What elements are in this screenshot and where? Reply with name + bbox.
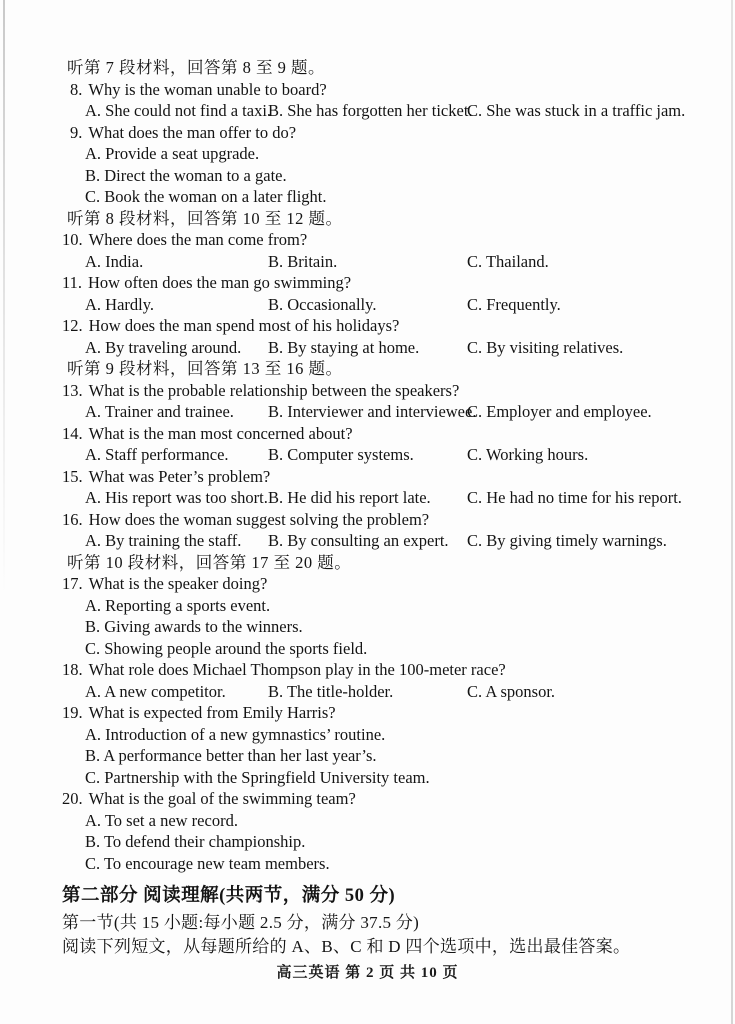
option-c: C. Book the woman on a later flight. — [85, 187, 327, 206]
question-18-options — [85, 681, 709, 703]
question-11 — [62, 272, 709, 294]
option-c: C. Frequently. — [467, 294, 561, 314]
page-footer: 高三英语 第 2 页 共 10 页 — [276, 965, 459, 981]
page-content — [62, 57, 709, 959]
option-b: B. To defend their championship. — [85, 832, 306, 851]
option-c: C. He had no time for his report. — [467, 488, 682, 507]
question-19 — [62, 702, 709, 724]
option-c: C. Showing people around the sports field. — [85, 638, 368, 658]
option-b: B. Occasionally. — [268, 294, 377, 314]
option-c: C. Working hours. — [467, 445, 589, 464]
scan-edge-right — [731, 0, 733, 1024]
listening-instruction-9: 听第 9 段材料，回答第 13 至 16 题。 — [67, 359, 343, 378]
option-a: A. India. — [85, 251, 144, 271]
part2-header — [62, 883, 709, 959]
question-14-options — [85, 444, 709, 466]
question-13-options — [85, 401, 709, 423]
question-text: What is expected from Emily Harris? — [88, 703, 336, 722]
question-number: 12. — [62, 316, 83, 335]
option-a: A. To set a new record. — [85, 810, 238, 830]
option-a: A. His report was too short. — [85, 488, 268, 507]
option-a: A. A new competitor. — [85, 681, 226, 701]
scan-edge-left — [3, 0, 5, 594]
question-number: 18. — [62, 660, 83, 679]
question-text: What is the goal of the swimming team? — [88, 789, 356, 808]
question-text: How does the man spend most of his holidays? — [88, 316, 400, 335]
option-c: C. To encourage new team members. — [85, 853, 330, 873]
option-b: B. Interviewer and interviewee. — [268, 402, 477, 421]
question-16 — [62, 509, 709, 531]
option-c: C. She was stuck in a traffic jam. — [467, 101, 686, 120]
option-c: C. By visiting relatives. — [467, 337, 624, 357]
option-b: B. He did his report late. — [268, 488, 431, 507]
listening-instruction-7: 听第 7 段材料，回答第 8 至 9 题。 — [67, 58, 325, 77]
question-number: 15. — [62, 466, 83, 486]
option-c: C. Thailand. — [467, 251, 549, 271]
option-c: C. A sponsor. — [467, 681, 556, 701]
question-number: 17. — [62, 574, 83, 593]
question-number: 9. — [70, 122, 83, 142]
part2-title: 第二部分 阅读理解(共两节，满分 50 分) — [62, 886, 396, 906]
question-number: 10. — [62, 230, 83, 249]
option-b: B. Computer systems. — [268, 445, 414, 464]
question-text: What does the man offer to do? — [88, 122, 297, 142]
option-a: A. She could not find a taxi. — [85, 101, 272, 120]
question-11-options — [85, 294, 709, 316]
option-b: B. Britain. — [268, 251, 338, 271]
question-17 — [62, 573, 709, 595]
option-b: B. The title-holder. — [268, 681, 394, 701]
option-b: B. She has forgotten her ticket. — [268, 101, 473, 120]
question-number: 11. — [62, 273, 83, 292]
option-a: A. By training the staff. — [85, 531, 242, 550]
question-15-options — [85, 487, 709, 509]
question-text: What is the man most concerned about? — [88, 423, 353, 443]
question-text: What role does Michael Thompson play in the 100-meter race? — [88, 660, 506, 679]
question-text: How often does the man go swimming? — [88, 273, 352, 292]
question-16-options — [85, 530, 709, 552]
listening-instruction-10: 听第 10 段材料，回答第 17 至 20 题。 — [67, 552, 352, 572]
listening-instruction-8: 听第 8 段材料，回答第 10 至 12 题。 — [67, 208, 343, 228]
question-text: How does the woman suggest solving the problem? — [88, 509, 430, 529]
question-text: What was Peter’s problem? — [88, 466, 271, 486]
option-a: A. Provide a seat upgrade. — [85, 144, 260, 163]
option-b: B. A performance better than her last year’s. — [85, 746, 377, 765]
option-b: B. Giving awards to the winners. — [85, 617, 303, 636]
question-13 — [62, 380, 709, 402]
option-c: C. By giving timely warnings. — [467, 531, 667, 550]
question-8-options — [85, 100, 709, 122]
question-9 — [70, 122, 709, 144]
question-15 — [62, 466, 709, 488]
option-a: A. Introduction of a new gymnastics’ routine. — [85, 724, 386, 744]
option-a: A. Reporting a sports event. — [85, 595, 271, 615]
question-text: Where does the man come from? — [88, 230, 308, 249]
option-a: A. By traveling around. — [85, 337, 242, 357]
option-a: A. Staff performance. — [85, 445, 229, 464]
option-c: C. Partnership with the Springfield University team. — [85, 767, 430, 787]
question-14 — [62, 423, 709, 445]
question-text: Why is the woman unable to board? — [88, 79, 327, 99]
question-number: 20. — [62, 789, 83, 808]
part2-subtitle: 第一节(共 15 小题:每小题 2.5 分，满分 37.5 分) — [62, 913, 420, 932]
option-a: A. Hardly. — [85, 294, 155, 314]
question-number: 13. — [62, 380, 83, 400]
question-number: 19. — [62, 703, 83, 722]
question-text: What is the speaker doing? — [88, 574, 268, 593]
question-number: 14. — [62, 423, 83, 443]
question-number: 16. — [62, 509, 83, 529]
option-b: B. By staying at home. — [268, 337, 420, 357]
part2-instruction: 阅读下列短文，从每题所给的 A、B、C 和 D 四个选项中，选出最佳答案。 — [62, 937, 631, 956]
option-b: B. Direct the woman to a gate. — [85, 165, 287, 185]
question-18 — [62, 659, 709, 681]
question-10 — [62, 229, 709, 251]
option-b: B. By consulting an expert. — [268, 531, 449, 550]
question-number: 8. — [70, 79, 83, 99]
option-a: A. Trainer and trainee. — [85, 402, 234, 421]
question-12-options — [85, 337, 709, 359]
question-text: What is the probable relationship between the speakers? — [88, 380, 460, 400]
option-c: C. Employer and employee. — [467, 402, 652, 421]
question-12 — [62, 315, 709, 337]
question-20 — [62, 788, 709, 810]
question-10-options — [85, 251, 709, 273]
question-8 — [70, 79, 709, 101]
